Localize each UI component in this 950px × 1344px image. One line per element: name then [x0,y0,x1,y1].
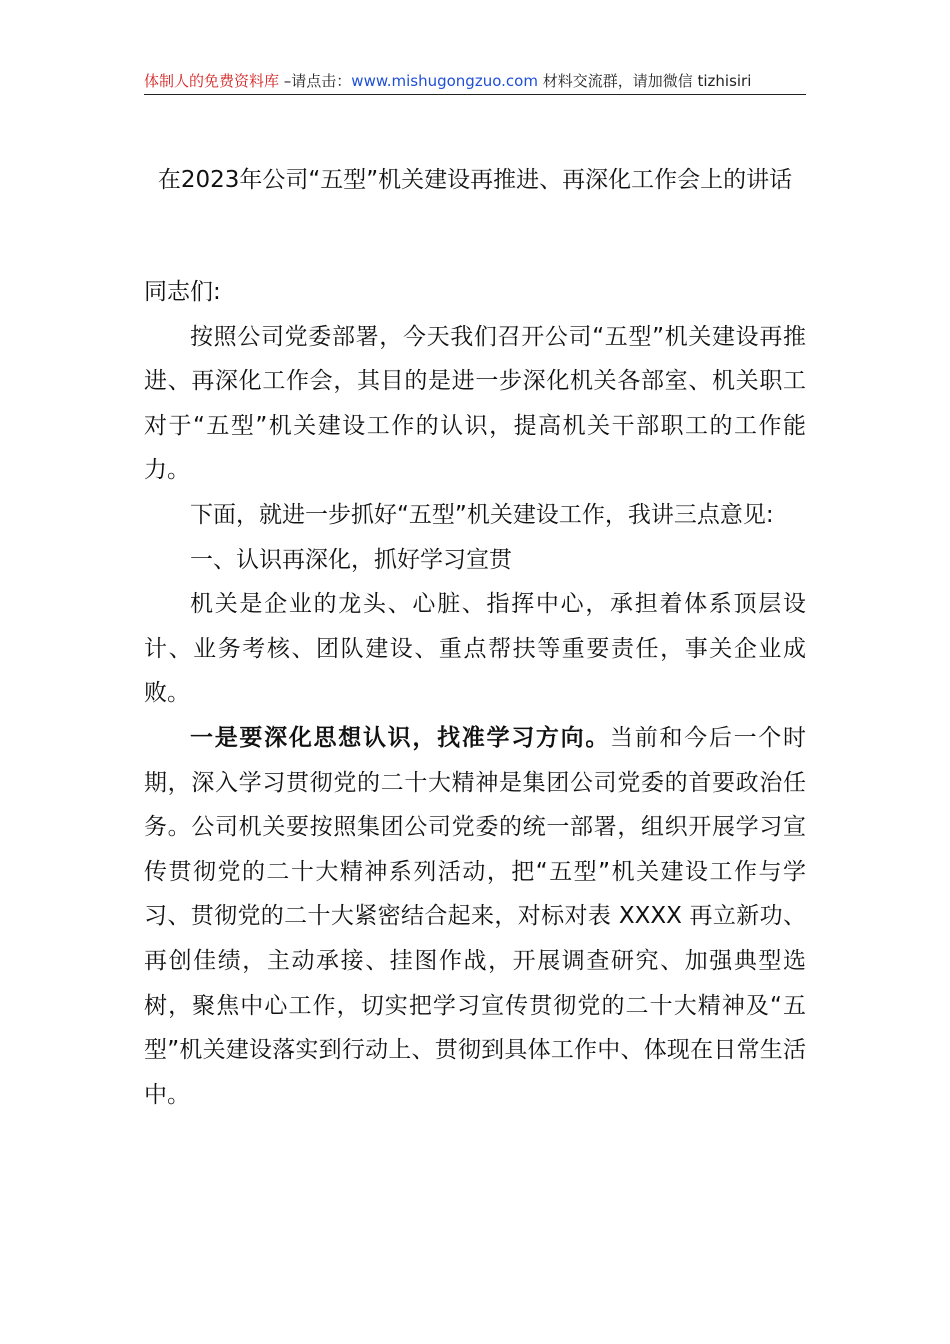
header-wechat-note: 材料交流群，请加微信 tizhisiri [537,72,752,90]
point-one-lead: 一是要深化思想认识，找准学习方向。 [190,724,611,751]
paragraph-organ-role: 机关是企业的龙头、心脏、指挥中心，承担着体系顶层设计、业务考核、团队建设、重点帮扶等重要责任，事关企业成败。 [144,591,806,707]
point-one-text: 当前和今后一个时期，深入学习贯彻党的二十大精神是集团公司党委的首要政治任务。公司机关要按照集团公司党委的统一部署，组织开展学习宣传贯彻党的二十大精神系列活动，把“五型”机关建设工作与学习、贯彻党的二十大紧密结合起来，对标对表 XXXX 再立新功、再创佳绩，主动承接、挂图作战，开展调查研究、加强典型选树，聚焦中心工作，切实把学习宣传贯彻党的二十大精神及“五型”机关建设落实到行动上、贯彻到具体工作中、体现在日常生活中。 [144,724,807,1108]
page-header [144,68,806,95]
salutation: 同志们: [144,279,221,305]
paragraph-three-points: 下面，就进一步抓好“五型”机关建设工作，我讲三点意见: [190,501,774,528]
document-title: 在2023年公司“五型”机关建设再推进、再深化工作会上的讲话 [157,167,793,193]
document-body [144,270,806,1117]
header-prompt: –请点击： [279,72,352,90]
paragraph-point-one [144,716,806,1117]
paragraph-intro: 按照公司党委部署，今天我们召开公司“五型”机关建设再推进、再深化工作会，其目的是进一步深化机关各部室、机关职工对于“五型”机关建设工作的认识，提高机关干部职工的工作能力。 [144,323,806,484]
header-site-name: 体制人的免费资料库 [144,72,280,90]
section-heading-one: 一、认识再深化，抓好学习宣贯 [190,546,512,573]
header-url-link[interactable]: www.mishugongzuo.com [351,72,538,90]
